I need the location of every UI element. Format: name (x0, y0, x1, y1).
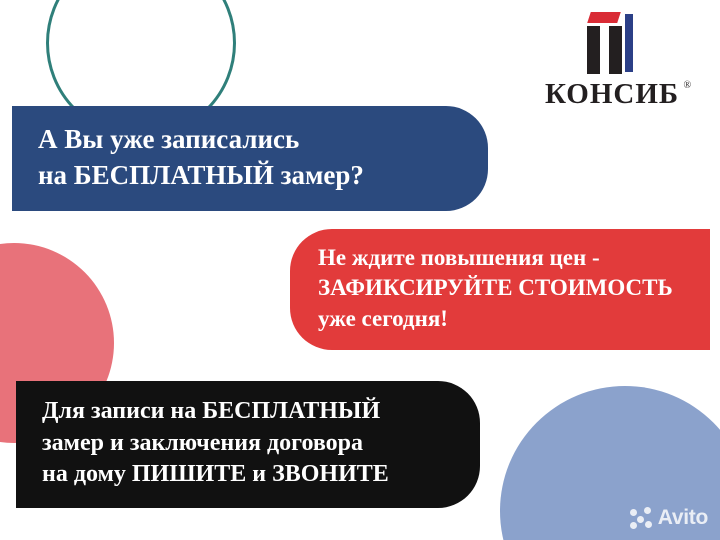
logo-black-bar-left (587, 26, 600, 74)
banner-blue-line-1: А Вы уже записались (38, 124, 300, 154)
logo-black-bar-right (609, 26, 622, 74)
logo-wordmark (544, 78, 693, 111)
banner-black-line-1: Для записи на БЕСПЛАТНЫЙ (42, 398, 381, 424)
banner-black-line-3: на дому ПИШИТЕ и ЗВОНИТЕ (42, 461, 389, 488)
avito-dots-icon (630, 507, 652, 529)
banner-red-line-2: ЗАФИКСИРУЙТЕ СТОИМОСТЬ (318, 275, 673, 301)
banner-red-line-1: Не ждите повышения цен - (318, 245, 600, 270)
logo-name: КОНСИБ (544, 78, 680, 110)
logo-mark-icon (585, 12, 639, 74)
avito-watermark-label: Avito (657, 506, 708, 529)
logo-blue-bar (625, 14, 633, 72)
headline-banner-black (16, 381, 480, 508)
registered-trademark-icon: ® (683, 80, 693, 91)
logo-red-bar (587, 12, 621, 23)
avito-watermark (630, 506, 708, 530)
banner-black-line-2: замер и заключения договора (42, 429, 363, 456)
headline-banner-red (290, 229, 710, 350)
company-logo (522, 12, 702, 111)
banner-blue-line-2: на БЕСПЛАТНЫЙ замер? (38, 159, 364, 190)
headline-banner-blue (12, 106, 488, 211)
banner-red-line-3: уже сегодня! (318, 305, 448, 331)
